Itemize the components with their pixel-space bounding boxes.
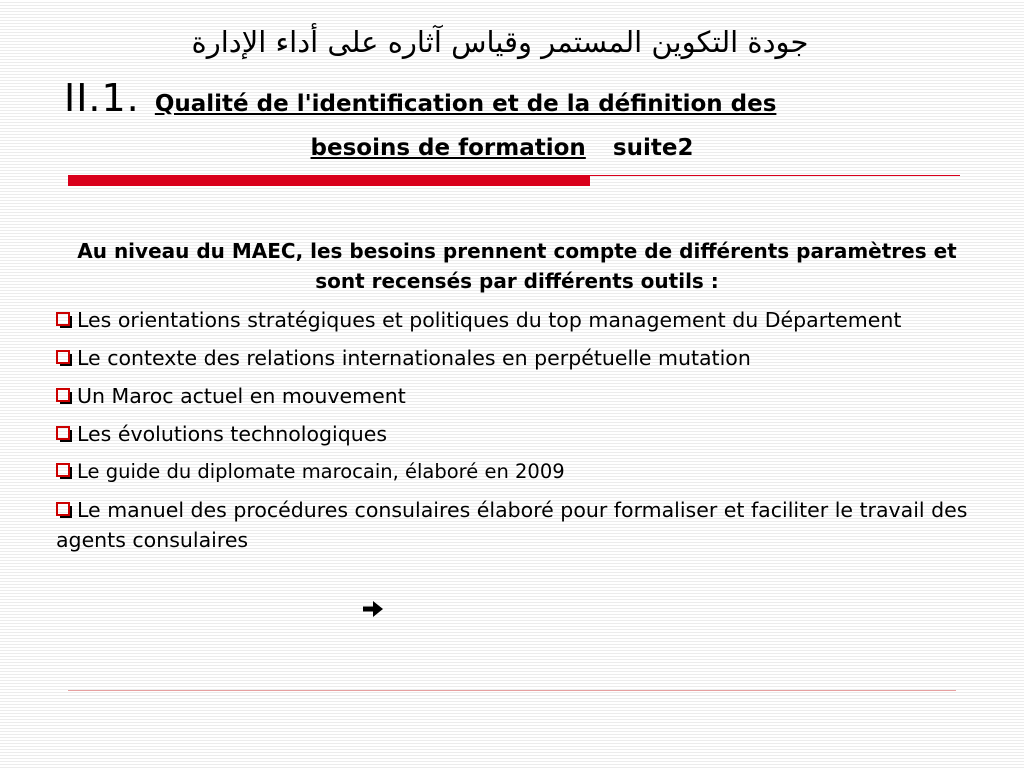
checkbox-bullet-icon: [56, 502, 70, 516]
bullet-text: Un Maroc actuel en mouvement: [77, 384, 406, 408]
bullet-item: [56, 305, 976, 335]
bullet-item: [56, 495, 976, 555]
title-line-1: [64, 72, 964, 132]
checkbox-bullet-icon: [56, 463, 70, 477]
bullet-item: [56, 381, 976, 411]
bullet-text: Les évolutions technologiques: [77, 422, 388, 446]
bullet-text: Le guide du diplomate marocain, élaboré en 2009: [77, 460, 565, 483]
bullet-text: Les orientations stratégiques et politiques du top management du Département: [77, 308, 902, 332]
title-text-line-1: Qualité de l'identification et de la définition des: [154, 91, 777, 117]
checkbox-bullet-icon: [56, 350, 70, 364]
checkbox-bullet-icon: [56, 388, 70, 402]
title-text-line-2: besoins de formation: [310, 135, 586, 161]
intro-text: Au niveau du MAEC, les besoins prennent compte de différents paramètres et sont recensés par différents outils :: [77, 239, 957, 293]
checkbox-bullet-icon: [56, 426, 70, 440]
footer-divider: [68, 690, 956, 691]
bullet-text: Le manuel des procédures consulaires élaboré pour formaliser et faciliter le travail des agents consulaires: [56, 498, 968, 552]
bullet-list: [56, 305, 976, 563]
bullet-item: [56, 343, 976, 373]
section-number: II.1.: [64, 76, 140, 120]
bullet-item: [56, 457, 976, 487]
title-suffix: suite2: [612, 135, 694, 161]
right-arrow-icon: [360, 596, 386, 622]
bullet-text: Le contexte des relations internationales en perpétuelle mutation: [77, 346, 751, 370]
title-arabic: جودة التكوين المستمر وقياس آثاره على أداء الإدارة: [191, 25, 809, 59]
bullet-item: [56, 419, 976, 449]
title-underline-bar: [68, 175, 590, 186]
title-line-2: [0, 128, 1004, 170]
title-underline-thin: [590, 175, 960, 176]
checkbox-bullet-icon: [56, 312, 70, 326]
